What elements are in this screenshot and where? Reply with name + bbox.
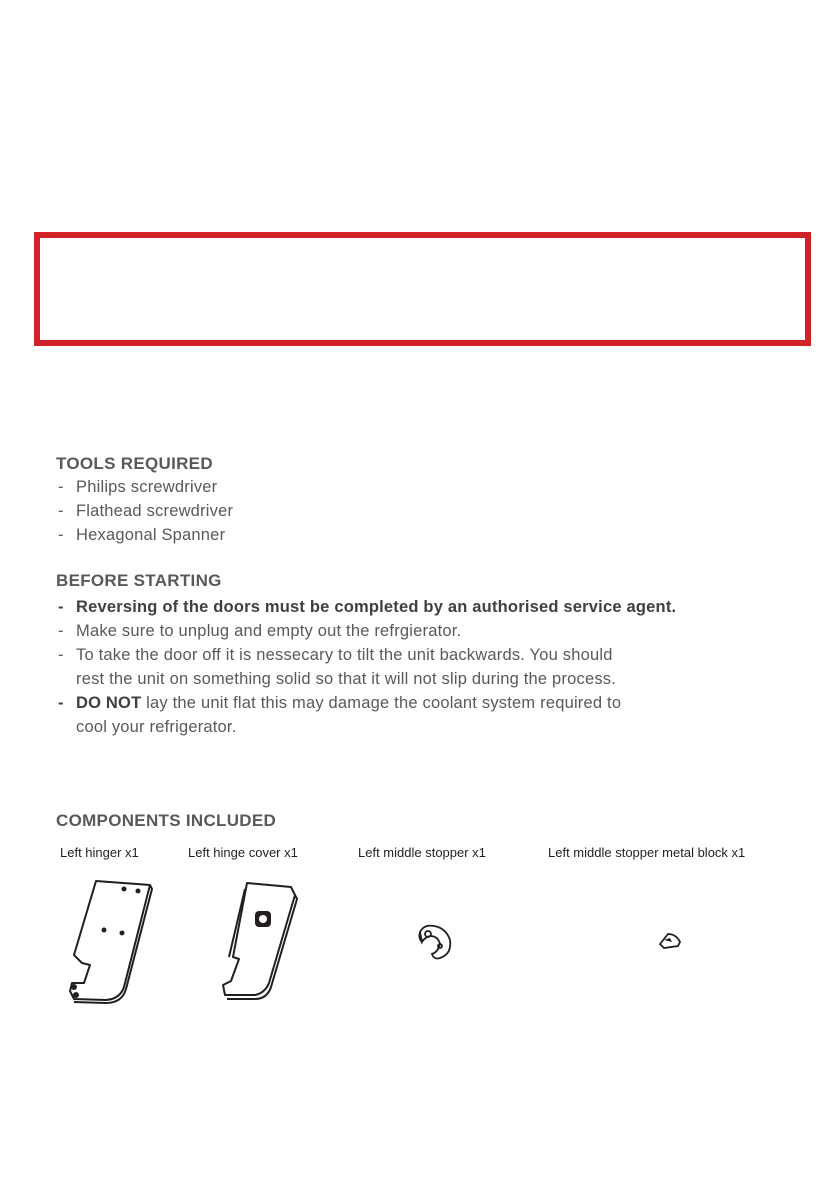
tools-heading: TOOLS REQUIRED [56, 454, 213, 473]
list-item: - DO NOT lay the unit flat this may damage the coolant system required to cool your refrigerator. [58, 694, 622, 736]
metal-block-icon [656, 930, 686, 952]
list-item: - Hexagonal Spanner [58, 526, 226, 544]
hinge-icon [60, 875, 160, 1005]
tools-list [56, 475, 233, 547]
list-item: - Reversing of the doors must be completed by an authorised service agent. [58, 598, 677, 616]
list-item: - Philips screwdriver [58, 478, 218, 496]
component-label: Left middle stopper metal block x1 [548, 845, 746, 860]
before-list [56, 595, 676, 739]
list-item: - To take the door off it is nessecary to tilt the unit backwards. You should rest the unit on something solid so that it will not slip during the process. [58, 646, 617, 688]
hinge-cover-icon [215, 875, 315, 1005]
list-item: - Flathead screwdriver [58, 502, 234, 520]
before-heading: BEFORE STARTING [56, 571, 222, 590]
component-label: Left middle stopper x1 [358, 845, 486, 860]
component-label: Left hinge cover x1 [188, 845, 298, 860]
components-heading: COMPONENTS INCLUDED [56, 811, 277, 830]
component-label: Left hinger x1 [60, 845, 139, 860]
list-item: - Make sure to unplug and empty out the refrgierator. [58, 622, 462, 640]
warning-box [34, 232, 811, 346]
stopper-icon [412, 918, 462, 968]
